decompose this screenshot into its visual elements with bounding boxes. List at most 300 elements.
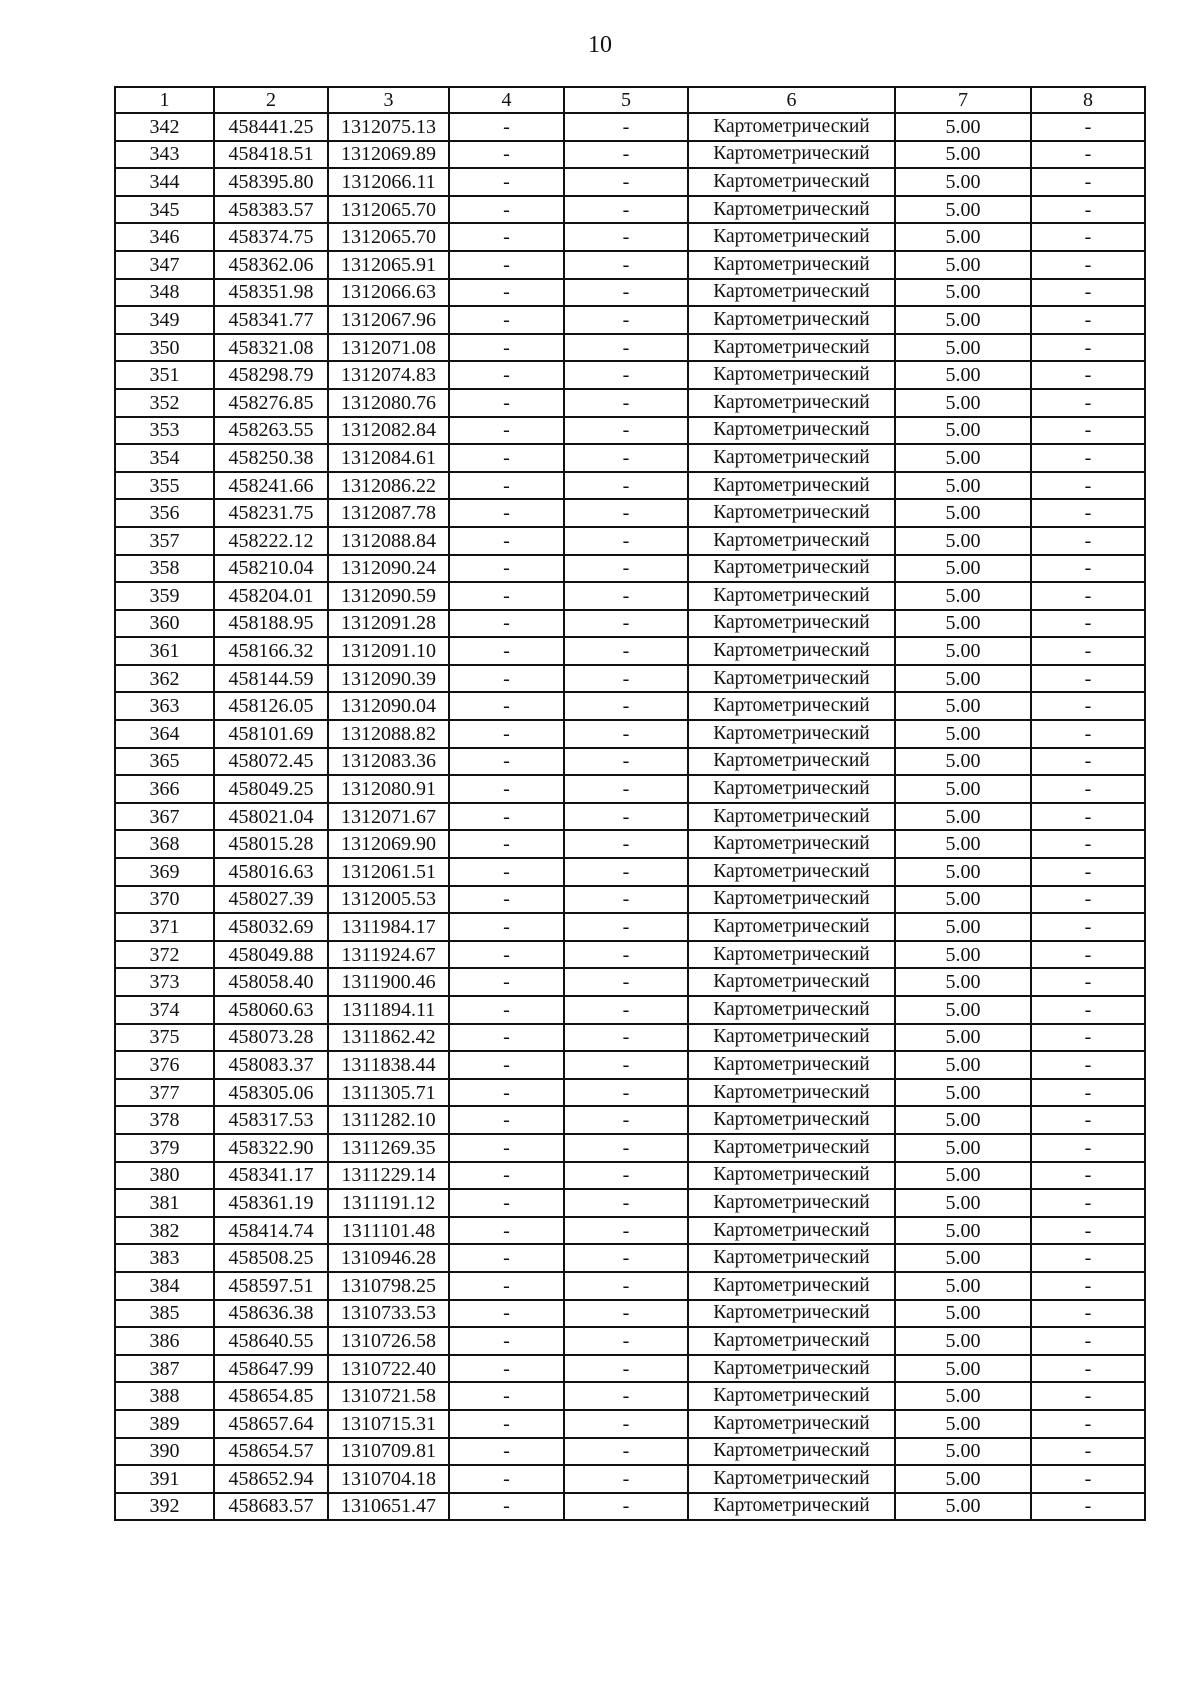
cell-method: Картометрический — [688, 1382, 895, 1410]
cell-method: Картометрический — [688, 279, 895, 307]
cell-col-8: - — [1031, 1244, 1145, 1272]
table-row — [115, 141, 1145, 169]
cell-coord-x: 458049.25 — [214, 775, 328, 803]
cell-accuracy: 5.00 — [895, 886, 1031, 914]
cell-col-8: - — [1031, 996, 1145, 1024]
cell-col-5: - — [564, 1051, 688, 1079]
cell-coord-x: 458049.88 — [214, 941, 328, 969]
cell-method: Картометрический — [688, 417, 895, 445]
table-row — [115, 1410, 1145, 1438]
cell-accuracy: 5.00 — [895, 1162, 1031, 1190]
cell-coord-y: 1312069.90 — [328, 830, 449, 858]
cell-point-number: 386 — [115, 1327, 214, 1355]
cell-col-5: - — [564, 720, 688, 748]
cell-col-8: - — [1031, 775, 1145, 803]
cell-accuracy: 5.00 — [895, 968, 1031, 996]
column-header-4: 4 — [449, 87, 564, 113]
cell-coord-y: 1311862.42 — [328, 1024, 449, 1052]
cell-accuracy: 5.00 — [895, 1024, 1031, 1052]
cell-point-number: 342 — [115, 113, 214, 141]
cell-col-4: - — [449, 251, 564, 279]
cell-col-8: - — [1031, 251, 1145, 279]
cell-col-8: - — [1031, 223, 1145, 251]
cell-col-5: - — [564, 941, 688, 969]
cell-col-8: - — [1031, 1300, 1145, 1328]
cell-col-4: - — [449, 113, 564, 141]
cell-method: Картометрический — [688, 996, 895, 1024]
cell-col-5: - — [564, 555, 688, 583]
cell-col-8: - — [1031, 306, 1145, 334]
cell-coord-y: 1312080.91 — [328, 775, 449, 803]
cell-point-number: 352 — [115, 389, 214, 417]
cell-col-4: - — [449, 1162, 564, 1190]
table-row — [115, 610, 1145, 638]
cell-col-5: - — [564, 1217, 688, 1245]
cell-col-8: - — [1031, 913, 1145, 941]
cell-coord-x: 458654.57 — [214, 1438, 328, 1466]
cell-coord-y: 1312091.10 — [328, 637, 449, 665]
cell-col-5: - — [564, 1079, 688, 1107]
cell-accuracy: 5.00 — [895, 1465, 1031, 1493]
cell-col-5: - — [564, 1355, 688, 1383]
cell-accuracy: 5.00 — [895, 610, 1031, 638]
cell-accuracy: 5.00 — [895, 279, 1031, 307]
cell-col-8: - — [1031, 830, 1145, 858]
cell-col-4: - — [449, 417, 564, 445]
cell-accuracy: 5.00 — [895, 223, 1031, 251]
table-row — [115, 361, 1145, 389]
cell-col-5: - — [564, 830, 688, 858]
cell-method: Картометрический — [688, 803, 895, 831]
cell-coord-y: 1312066.11 — [328, 168, 449, 196]
cell-col-4: - — [449, 1327, 564, 1355]
cell-accuracy: 5.00 — [895, 775, 1031, 803]
cell-point-number: 345 — [115, 196, 214, 224]
cell-method: Картометрический — [688, 141, 895, 169]
cell-coord-x: 458276.85 — [214, 389, 328, 417]
cell-coord-y: 1310651.47 — [328, 1493, 449, 1521]
table-body — [115, 113, 1145, 1520]
cell-method: Картометрический — [688, 1051, 895, 1079]
cell-col-4: - — [449, 361, 564, 389]
cell-accuracy: 5.00 — [895, 720, 1031, 748]
cell-col-5: - — [564, 334, 688, 362]
cell-coord-x: 458418.51 — [214, 141, 328, 169]
cell-col-5: - — [564, 168, 688, 196]
cell-col-4: - — [449, 472, 564, 500]
cell-method: Картометрический — [688, 555, 895, 583]
cell-col-4: - — [449, 1189, 564, 1217]
cell-accuracy: 5.00 — [895, 1300, 1031, 1328]
cell-col-4: - — [449, 1217, 564, 1245]
cell-point-number: 366 — [115, 775, 214, 803]
cell-accuracy: 5.00 — [895, 527, 1031, 555]
cell-coord-y: 1312071.67 — [328, 803, 449, 831]
cell-method: Картометрический — [688, 775, 895, 803]
cell-point-number: 384 — [115, 1272, 214, 1300]
cell-method: Картометрический — [688, 637, 895, 665]
cell-point-number: 354 — [115, 444, 214, 472]
cell-point-number: 388 — [115, 1382, 214, 1410]
cell-point-number: 357 — [115, 527, 214, 555]
cell-coord-y: 1312091.28 — [328, 610, 449, 638]
cell-col-4: - — [449, 1079, 564, 1107]
cell-point-number: 367 — [115, 803, 214, 831]
cell-col-8: - — [1031, 1024, 1145, 1052]
cell-accuracy: 5.00 — [895, 637, 1031, 665]
cell-coord-y: 1310715.31 — [328, 1410, 449, 1438]
cell-accuracy: 5.00 — [895, 361, 1031, 389]
cell-accuracy: 5.00 — [895, 941, 1031, 969]
cell-accuracy: 5.00 — [895, 1355, 1031, 1383]
cell-col-4: - — [449, 803, 564, 831]
cell-col-5: - — [564, 389, 688, 417]
cell-col-5: - — [564, 1134, 688, 1162]
cell-method: Картометрический — [688, 858, 895, 886]
cell-col-4: - — [449, 527, 564, 555]
table-row — [115, 1244, 1145, 1272]
cell-col-8: - — [1031, 1134, 1145, 1162]
cell-col-4: - — [449, 334, 564, 362]
column-header-2: 2 — [214, 87, 328, 113]
cell-col-8: - — [1031, 555, 1145, 583]
cell-col-4: - — [449, 1410, 564, 1438]
cell-col-5: - — [564, 886, 688, 914]
cell-coord-y: 1311894.11 — [328, 996, 449, 1024]
cell-accuracy: 5.00 — [895, 858, 1031, 886]
cell-col-4: - — [449, 444, 564, 472]
cell-point-number: 347 — [115, 251, 214, 279]
cell-method: Картометрический — [688, 527, 895, 555]
cell-method: Картометрический — [688, 1217, 895, 1245]
table-row — [115, 499, 1145, 527]
table-row — [115, 720, 1145, 748]
cell-accuracy: 5.00 — [895, 1382, 1031, 1410]
column-header-6: 6 — [688, 87, 895, 113]
table-row — [115, 1189, 1145, 1217]
cell-col-5: - — [564, 968, 688, 996]
cell-col-4: - — [449, 775, 564, 803]
cell-accuracy: 5.00 — [895, 555, 1031, 583]
cell-col-8: - — [1031, 665, 1145, 693]
cell-accuracy: 5.00 — [895, 830, 1031, 858]
cell-col-4: - — [449, 996, 564, 1024]
cell-col-8: - — [1031, 499, 1145, 527]
cell-point-number: 344 — [115, 168, 214, 196]
cell-coord-y: 1310709.81 — [328, 1438, 449, 1466]
cell-coord-x: 458241.66 — [214, 472, 328, 500]
cell-method: Картометрический — [688, 748, 895, 776]
cell-coord-x: 458144.59 — [214, 665, 328, 693]
cell-col-5: - — [564, 361, 688, 389]
cell-coord-x: 458652.94 — [214, 1465, 328, 1493]
cell-coord-y: 1312090.04 — [328, 692, 449, 720]
cell-col-5: - — [564, 223, 688, 251]
cell-method: Картометрический — [688, 1465, 895, 1493]
cell-coord-x: 458441.25 — [214, 113, 328, 141]
cell-col-4: - — [449, 582, 564, 610]
cell-col-5: - — [564, 251, 688, 279]
cell-method: Картометрический — [688, 1106, 895, 1134]
cell-coord-y: 1312066.63 — [328, 279, 449, 307]
cell-accuracy: 5.00 — [895, 334, 1031, 362]
column-header-1: 1 — [115, 87, 214, 113]
cell-coord-x: 458231.75 — [214, 499, 328, 527]
cell-col-4: - — [449, 168, 564, 196]
cell-col-4: - — [449, 858, 564, 886]
table-row — [115, 886, 1145, 914]
cell-col-5: - — [564, 141, 688, 169]
cell-method: Картометрический — [688, 913, 895, 941]
cell-point-number: 380 — [115, 1162, 214, 1190]
cell-col-8: - — [1031, 1355, 1145, 1383]
cell-coord-x: 458657.64 — [214, 1410, 328, 1438]
cell-col-8: - — [1031, 1382, 1145, 1410]
cell-coord-x: 458016.63 — [214, 858, 328, 886]
table-row — [115, 1382, 1145, 1410]
table-row — [115, 996, 1145, 1024]
cell-col-4: - — [449, 913, 564, 941]
table-row — [115, 1024, 1145, 1052]
cell-col-4: - — [449, 610, 564, 638]
cell-coord-y: 1312074.83 — [328, 361, 449, 389]
cell-method: Картометрический — [688, 941, 895, 969]
cell-accuracy: 5.00 — [895, 996, 1031, 1024]
cell-point-number: 353 — [115, 417, 214, 445]
table-row — [115, 555, 1145, 583]
cell-point-number: 343 — [115, 141, 214, 169]
column-header-3: 3 — [328, 87, 449, 113]
cell-point-number: 382 — [115, 1217, 214, 1245]
cell-col-8: - — [1031, 858, 1145, 886]
cell-point-number: 374 — [115, 996, 214, 1024]
cell-col-4: - — [449, 499, 564, 527]
cell-col-8: - — [1031, 637, 1145, 665]
cell-col-4: - — [449, 279, 564, 307]
cell-point-number: 381 — [115, 1189, 214, 1217]
cell-coord-y: 1312088.84 — [328, 527, 449, 555]
cell-coord-x: 458027.39 — [214, 886, 328, 914]
cell-accuracy: 5.00 — [895, 1079, 1031, 1107]
cell-method: Картометрический — [688, 1355, 895, 1383]
cell-col-5: - — [564, 444, 688, 472]
cell-coord-x: 458305.06 — [214, 1079, 328, 1107]
cell-coord-y: 1310722.40 — [328, 1355, 449, 1383]
cell-coord-y: 1310733.53 — [328, 1300, 449, 1328]
cell-coord-x: 458383.57 — [214, 196, 328, 224]
cell-coord-x: 458060.63 — [214, 996, 328, 1024]
cell-col-8: - — [1031, 1438, 1145, 1466]
cell-col-8: - — [1031, 1327, 1145, 1355]
cell-point-number: 369 — [115, 858, 214, 886]
cell-col-5: - — [564, 1493, 688, 1521]
cell-coord-y: 1312086.22 — [328, 472, 449, 500]
cell-col-5: - — [564, 1024, 688, 1052]
cell-point-number: 364 — [115, 720, 214, 748]
cell-method: Картометрический — [688, 1079, 895, 1107]
cell-coord-y: 1311900.46 — [328, 968, 449, 996]
cell-coord-y: 1312065.70 — [328, 196, 449, 224]
cell-coord-x: 458640.55 — [214, 1327, 328, 1355]
cell-method: Картометрический — [688, 692, 895, 720]
cell-method: Картометрический — [688, 1244, 895, 1272]
cell-col-8: - — [1031, 1162, 1145, 1190]
table-row — [115, 1051, 1145, 1079]
table-row — [115, 858, 1145, 886]
cell-point-number: 376 — [115, 1051, 214, 1079]
cell-coord-x: 458250.38 — [214, 444, 328, 472]
cell-point-number: 359 — [115, 582, 214, 610]
cell-coord-x: 458021.04 — [214, 803, 328, 831]
cell-coord-x: 458374.75 — [214, 223, 328, 251]
table-row — [115, 941, 1145, 969]
cell-coord-y: 1311229.14 — [328, 1162, 449, 1190]
cell-coord-x: 458361.19 — [214, 1189, 328, 1217]
table-row — [115, 279, 1145, 307]
table-row — [115, 334, 1145, 362]
table-row — [115, 1327, 1145, 1355]
cell-col-4: - — [449, 1106, 564, 1134]
cell-point-number: 378 — [115, 1106, 214, 1134]
cell-method: Картометрический — [688, 1438, 895, 1466]
cell-col-4: - — [449, 1134, 564, 1162]
cell-col-4: - — [449, 830, 564, 858]
cell-col-8: - — [1031, 168, 1145, 196]
table-row — [115, 692, 1145, 720]
table-row — [115, 1272, 1145, 1300]
cell-col-8: - — [1031, 582, 1145, 610]
cell-point-number: 351 — [115, 361, 214, 389]
cell-coord-x: 458597.51 — [214, 1272, 328, 1300]
cell-method: Картометрический — [688, 886, 895, 914]
cell-coord-y: 1312084.61 — [328, 444, 449, 472]
cell-col-4: - — [449, 1438, 564, 1466]
cell-method: Картометрический — [688, 1024, 895, 1052]
cell-coord-y: 1311282.10 — [328, 1106, 449, 1134]
table-row — [115, 803, 1145, 831]
cell-col-5: - — [564, 1327, 688, 1355]
cell-point-number: 361 — [115, 637, 214, 665]
cell-coord-y: 1312075.13 — [328, 113, 449, 141]
cell-col-4: - — [449, 1244, 564, 1272]
cell-col-5: - — [564, 1189, 688, 1217]
cell-coord-x: 458414.74 — [214, 1217, 328, 1245]
cell-col-4: - — [449, 196, 564, 224]
table-row — [115, 1465, 1145, 1493]
cell-col-8: - — [1031, 803, 1145, 831]
cell-point-number: 346 — [115, 223, 214, 251]
table-row — [115, 472, 1145, 500]
cell-col-8: - — [1031, 196, 1145, 224]
cell-method: Картометрический — [688, 1134, 895, 1162]
cell-coord-x: 458263.55 — [214, 417, 328, 445]
cell-col-8: - — [1031, 334, 1145, 362]
cell-coord-y: 1312088.82 — [328, 720, 449, 748]
cell-method: Картометрический — [688, 306, 895, 334]
cell-accuracy: 5.00 — [895, 1217, 1031, 1245]
table-row — [115, 775, 1145, 803]
cell-method: Картометрический — [688, 444, 895, 472]
page-number: 10 — [588, 32, 612, 58]
cell-accuracy: 5.00 — [895, 1327, 1031, 1355]
cell-col-8: - — [1031, 444, 1145, 472]
cell-col-4: - — [449, 941, 564, 969]
cell-col-5: - — [564, 472, 688, 500]
cell-col-5: - — [564, 1244, 688, 1272]
cell-coord-y: 1312090.24 — [328, 555, 449, 583]
cell-accuracy: 5.00 — [895, 748, 1031, 776]
cell-point-number: 377 — [115, 1079, 214, 1107]
cell-coord-y: 1312069.89 — [328, 141, 449, 169]
cell-point-number: 368 — [115, 830, 214, 858]
cell-coord-y: 1310726.58 — [328, 1327, 449, 1355]
cell-point-number: 385 — [115, 1300, 214, 1328]
cell-col-8: - — [1031, 1272, 1145, 1300]
cell-col-8: - — [1031, 279, 1145, 307]
cell-col-4: - — [449, 141, 564, 169]
column-header-7: 7 — [895, 87, 1031, 113]
table-row — [115, 637, 1145, 665]
coordinates-table — [114, 86, 1146, 1521]
cell-method: Картометрический — [688, 1272, 895, 1300]
cell-col-5: - — [564, 858, 688, 886]
cell-method: Картометрический — [688, 968, 895, 996]
cell-accuracy: 5.00 — [895, 251, 1031, 279]
cell-col-8: - — [1031, 141, 1145, 169]
cell-col-5: - — [564, 113, 688, 141]
cell-col-4: - — [449, 555, 564, 583]
cell-col-5: - — [564, 1106, 688, 1134]
cell-coord-y: 1312087.78 — [328, 499, 449, 527]
cell-point-number: 363 — [115, 692, 214, 720]
cell-coord-x: 458322.90 — [214, 1134, 328, 1162]
cell-col-4: - — [449, 748, 564, 776]
cell-coord-x: 458166.32 — [214, 637, 328, 665]
cell-method: Картометрический — [688, 582, 895, 610]
table-row — [115, 1162, 1145, 1190]
cell-col-4: - — [449, 1355, 564, 1383]
cell-accuracy: 5.00 — [895, 913, 1031, 941]
cell-col-8: - — [1031, 417, 1145, 445]
cell-col-5: - — [564, 692, 688, 720]
cell-coord-x: 458058.40 — [214, 968, 328, 996]
table-row — [115, 748, 1145, 776]
cell-col-4: - — [449, 637, 564, 665]
cell-method: Картометрический — [688, 251, 895, 279]
cell-coord-x: 458362.06 — [214, 251, 328, 279]
cell-col-8: - — [1031, 113, 1145, 141]
cell-coord-x: 458341.77 — [214, 306, 328, 334]
cell-col-5: - — [564, 1162, 688, 1190]
cell-col-5: - — [564, 637, 688, 665]
cell-coord-y: 1312083.36 — [328, 748, 449, 776]
cell-accuracy: 5.00 — [895, 1493, 1031, 1521]
cell-coord-y: 1310798.25 — [328, 1272, 449, 1300]
cell-col-4: - — [449, 692, 564, 720]
cell-accuracy: 5.00 — [895, 1134, 1031, 1162]
cell-method: Картометрический — [688, 389, 895, 417]
cell-point-number: 391 — [115, 1465, 214, 1493]
cell-col-4: - — [449, 720, 564, 748]
cell-method: Картометрический — [688, 1493, 895, 1521]
cell-accuracy: 5.00 — [895, 1189, 1031, 1217]
cell-coord-x: 458015.28 — [214, 830, 328, 858]
cell-point-number: 360 — [115, 610, 214, 638]
cell-col-5: - — [564, 775, 688, 803]
cell-point-number: 350 — [115, 334, 214, 362]
cell-accuracy: 5.00 — [895, 472, 1031, 500]
cell-coord-y: 1312090.59 — [328, 582, 449, 610]
